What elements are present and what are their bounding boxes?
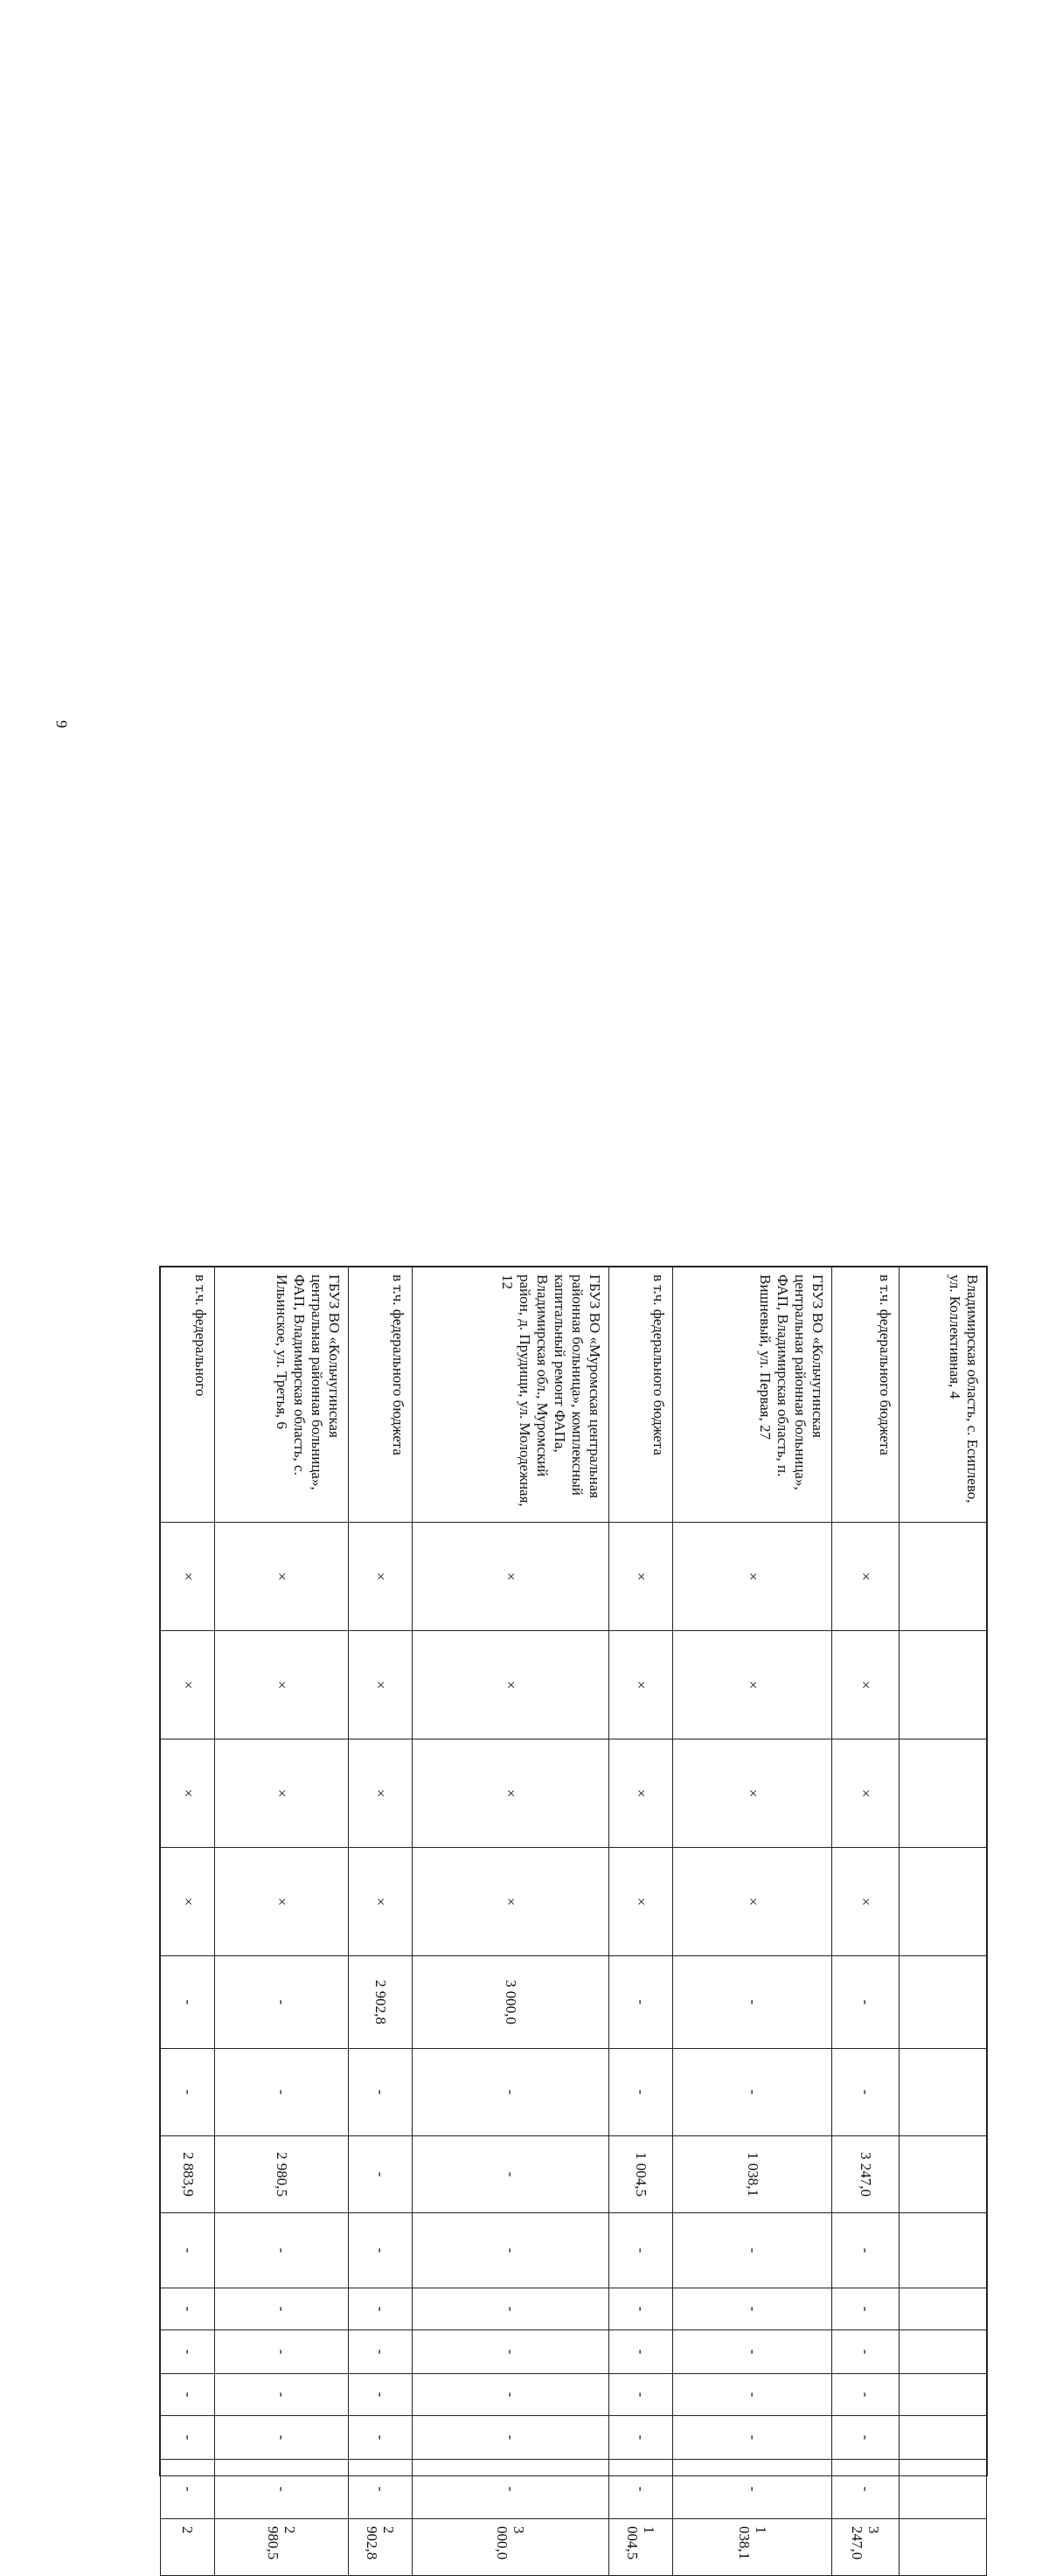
budget-table-container [159,1266,988,2560]
row-total [899,2519,986,2576]
table-cell: × [832,1631,899,1739]
table-cell [899,1523,986,1631]
row-label: ГБУЗ ВО «Кольчугинская центральная районная больница», ФАП, Владимирская область, с. Ильинское, ул. Третья, 6 [215,1267,348,1523]
table-cell: × [608,1523,672,1631]
table-cell: - [832,2330,899,2374]
table-cell: × [412,1739,608,1848]
row-label: в т.ч. федерального бюджета [608,1267,672,1523]
table-cell: - [412,2288,608,2330]
table-cell: - [608,2416,672,2460]
table-cell: - [672,1956,832,2049]
table-cell: × [215,1523,348,1631]
table-cell: - [412,2374,608,2416]
table-cell: × [215,1739,348,1848]
table-cell: - [215,2416,348,2460]
table-cell: × [161,1848,215,1956]
table-cell: × [348,1631,412,1739]
table-cell: - [348,2374,412,2416]
table-cell: - [161,2049,215,2136]
row-total: 2 902,8 [348,2519,412,2576]
table-cell: × [348,1739,412,1848]
table-cell: - [608,2049,672,2136]
table-cell: - [215,2374,348,2416]
table-cell: - [161,1956,215,2049]
table-row [832,1267,899,2576]
row-total: 1 004,5 [608,2519,672,2576]
table-cell: - [672,2460,832,2519]
table-cell: - [215,2460,348,2519]
table-cell: - [832,2288,899,2330]
row-total: 3 247,0 [832,2519,899,2576]
row-label: в т.ч. федерального бюджета [348,1267,412,1523]
table-cell: - [412,2049,608,2136]
row-label: в т.ч. федерального бюджета [832,1267,899,1523]
table-cell [899,2136,986,2213]
table-cell: - [832,2213,899,2288]
table-cell: × [832,1523,899,1631]
row-total: 3 000,0 [412,2519,608,2576]
table-cell: - [832,2460,899,2519]
row-label: ГБУЗ ВО «Кольчугинская центральная районная больница», ФАП, Владимирская область, п. Вишневый, ул. Первая, 27 [672,1267,832,1523]
table-cell: - [161,2213,215,2288]
table-cell: × [412,1631,608,1739]
row-label: ГБУЗ ВО «Муромская центральная районная больница», комплексный капитальный ремонт ФАПа, Владимирская обл., Муромский район, д. Прудищи, ул. Молодежная, 12 [412,1267,608,1523]
table-cell: × [161,1523,215,1631]
table-cell: - [608,2374,672,2416]
table-cell: - [412,2460,608,2519]
table-cell [899,1848,986,1956]
table-cell: × [412,1848,608,1956]
table-cell: - [348,2460,412,2519]
table-cell: - [161,2416,215,2460]
table-cell: 1 004,5 [608,2136,672,2213]
table-cell: × [608,1848,672,1956]
table-cell: × [608,1739,672,1848]
table-cell: - [672,2213,832,2288]
table-cell: - [832,2049,899,2136]
table-cell: 2 902,8 [348,1956,412,2049]
table-row [161,1267,215,2576]
row-label: в т.ч. федерального [161,1267,215,1523]
table-cell [899,2288,986,2330]
table-cell: - [412,2416,608,2460]
row-total: 2 980,5 [215,2519,348,2576]
table-cell: × [412,1523,608,1631]
table-cell: - [348,2288,412,2330]
table-cell: × [832,1739,899,1848]
table-cell: 2 883,9 [161,2136,215,2213]
table-cell: × [215,1631,348,1739]
table-cell [899,1631,986,1739]
table-row [672,1267,832,2576]
table-cell: - [412,2213,608,2288]
table-cell: - [672,2416,832,2460]
table-cell: - [832,1956,899,2049]
table-cell: 3 000,0 [412,1956,608,2049]
table-cell: - [412,2136,608,2213]
table-cell: 2 980,5 [215,2136,348,2213]
table-cell: × [161,1631,215,1739]
table-cell [899,2416,986,2460]
table-cell: - [215,2213,348,2288]
table-cell [899,1739,986,1848]
table-cell: × [672,1848,832,1956]
table-cell: - [215,2049,348,2136]
table-cell: × [672,1631,832,1739]
table-cell: × [672,1739,832,1848]
table-cell: - [672,2049,832,2136]
table-cell: × [215,1848,348,1956]
table-cell: - [608,2330,672,2374]
table-cell: - [348,2330,412,2374]
table-cell: - [608,2460,672,2519]
table-cell: 3 247,0 [832,2136,899,2213]
table-cell: - [215,1956,348,2049]
row-total: 1 038,1 [672,2519,832,2576]
table-cell: × [608,1631,672,1739]
table-cell: - [348,2136,412,2213]
table-cell: × [348,1848,412,1956]
table-cell: - [832,2374,899,2416]
table-cell: × [832,1848,899,1956]
row-total: 2 [161,2519,215,2576]
table-cell: - [412,2330,608,2374]
table-cell: × [161,1739,215,1848]
row-label: Владимирская область, с. Есиплево, ул. Коллективная, 4 [899,1267,986,1523]
table-row [608,1267,672,2576]
table-cell: - [348,2049,412,2136]
table-cell: - [348,2416,412,2460]
table-cell: - [832,2416,899,2460]
table-cell: - [672,2288,832,2330]
table-cell: - [161,2288,215,2330]
table-cell: × [672,1523,832,1631]
table-cell [899,2213,986,2288]
table-cell [899,2460,986,2519]
table-cell: - [608,2213,672,2288]
table-cell [899,2049,986,2136]
table-row [348,1267,412,2576]
table-cell: - [672,2374,832,2416]
table-cell: - [161,2374,215,2416]
table-cell: - [672,2330,832,2374]
table-cell [899,1956,986,2049]
table-cell [899,2374,986,2416]
page-number: 9 [52,720,71,728]
budget-table [160,1267,987,2576]
table-cell: - [608,2288,672,2330]
table-row [899,1267,986,2576]
table-cell: 1 038,1 [672,2136,832,2213]
table-row [215,1267,348,2576]
table-cell: - [608,1956,672,2049]
table-cell: - [215,2288,348,2330]
table-cell: × [348,1523,412,1631]
table-cell [899,2330,986,2374]
table-row [412,1267,608,2576]
table-cell: - [348,2213,412,2288]
table-cell: - [161,2460,215,2519]
table-cell: - [161,2330,215,2374]
table-cell: - [215,2330,348,2374]
